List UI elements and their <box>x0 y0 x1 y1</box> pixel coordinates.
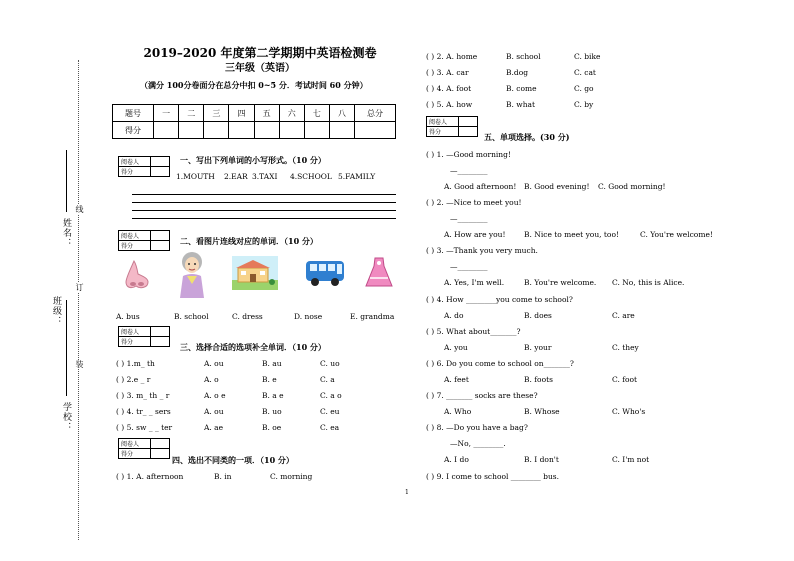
sec5-question: ( ) 4. How ________you come to school? <box>426 295 573 304</box>
grader-box: 阅卷人 得分 <box>118 156 170 177</box>
class-label: 班级： <box>51 296 61 326</box>
sec5-title: 五、单项选择。(30 分) <box>484 132 570 142</box>
sec5-question: ( ) 1. —Good morning! <box>426 150 511 159</box>
score-header-cell: 五 <box>254 105 279 122</box>
sec5-question: ( ) 7. _______ socks are these? <box>426 391 538 400</box>
exam-note: （满分 100分卷面分在总分中扣 0~5 分．考试时间 60 分钟） <box>140 80 368 90</box>
sec5-option: B. Whose <box>524 407 560 416</box>
sec3-option: A. ou <box>204 359 224 368</box>
name-blank <box>66 150 67 212</box>
sec3-title: 三、选择合适的选项补全单词．（10 分） <box>180 342 326 352</box>
sec4-question: ( ) 1. A. afternoon <box>116 472 184 481</box>
sec5-option: C. No, this is Alice. <box>612 278 685 287</box>
dress-picture <box>364 256 394 290</box>
sec5-question: ( ) 5. What about_______? <box>426 327 521 336</box>
sec4-question: ( ) 5. A. how <box>426 100 473 109</box>
score-header-cell: 八 <box>329 105 354 122</box>
sec1-word: 4.SCHOOL <box>290 172 332 181</box>
sec5-option: A. Yes, I'm well. <box>444 278 505 287</box>
seal-text-1: 线 <box>75 205 84 214</box>
sec5-option: B. your <box>524 343 552 352</box>
grader-box: 阅卷人 得分 <box>426 116 478 137</box>
sec3-option: B. uo <box>262 407 282 416</box>
sec4-question: ( ) 3. A. car <box>426 68 469 77</box>
sec5-option: C. foot <box>612 375 638 384</box>
sec5-option: B. Good evening! <box>524 182 590 191</box>
sec3-option: A. ae <box>204 423 224 432</box>
school-blank <box>66 300 67 396</box>
binding-line <box>78 60 79 540</box>
sec4-option: C. cat <box>574 68 596 77</box>
sec5-option: C. Good morning! <box>598 182 666 191</box>
sec4-option: B. in <box>214 472 232 481</box>
score-header-cell: 四 <box>229 105 254 122</box>
sec2-word: C. dress <box>232 312 263 321</box>
sec5-option: A. I do <box>444 455 469 464</box>
sec5-option: A. Who <box>444 407 472 416</box>
sec3-option: C. eu <box>320 407 340 416</box>
sec2-word: A. bus <box>116 312 140 321</box>
sec5-question: ( ) 3. —Thank you very much. <box>426 246 538 255</box>
name-label: 姓名： <box>61 218 71 248</box>
sec3-question: ( ) 2.e _ r <box>116 375 151 384</box>
score-header-cell: 六 <box>279 105 304 122</box>
exam-title: 2019–2020 年度第二学期期中英语检测卷 <box>143 46 377 60</box>
sec1-word: 1.MOUTH <box>176 172 215 181</box>
sec5-option: C. are <box>612 311 635 320</box>
sec5-option: A. Good afternoon! <box>444 182 517 191</box>
sec4-option: B. what <box>506 100 536 109</box>
answer-line <box>132 202 396 203</box>
answer-line <box>132 210 396 211</box>
sec5-option: A. you <box>444 343 468 352</box>
sec5-option: A. How are you! <box>444 230 506 239</box>
sec5-option: B. I don't <box>524 455 559 464</box>
sec4-option: B.dog <box>506 68 529 77</box>
grader-box: 阅卷人 得分 <box>118 230 170 251</box>
sec5-option: C. I'm not <box>612 455 650 464</box>
sec5-option: C. You're welcome! <box>640 230 713 239</box>
sec5-question: ( ) 2. —Nice to meet you! <box>426 198 522 207</box>
sec3-question: ( ) 3. m_ th _ r <box>116 391 170 400</box>
sec5-reply-blank: —No, ________. <box>450 439 506 448</box>
school-label: 学校： <box>61 402 71 432</box>
score-header-cell: 题号 <box>113 105 154 122</box>
page-number: 1 <box>405 489 409 496</box>
sec4-option: C. morning <box>270 472 313 481</box>
sec5-option: C. they <box>612 343 639 352</box>
sec4-option: B. come <box>506 84 537 93</box>
nose-picture <box>120 258 154 292</box>
sec2-word: E. grandma <box>350 312 395 321</box>
sec5-option: B. Nice to meet you, too! <box>524 230 619 239</box>
sec2-title: 二、看图片连线对应的单词．（10 分） <box>180 236 318 246</box>
sec5-option: B. foots <box>524 375 553 384</box>
sec3-option: C. ea <box>320 423 340 432</box>
grade-subtitle: 三年级（英语） <box>225 63 295 74</box>
sec5-option: A. feet <box>444 375 469 384</box>
score-header-cell: 二 <box>179 105 204 122</box>
sec1-word: 2.EAR <box>224 172 248 181</box>
seal-text-3: 装 <box>75 360 84 369</box>
sec5-question: ( ) 9. I come to school ________ bus. <box>426 472 560 481</box>
sec5-question: ( ) 6. Do you come to school on_______? <box>426 359 574 368</box>
sec1-word: 5.FAMILY <box>338 172 376 181</box>
score-row-label: 得分 <box>113 122 154 139</box>
sec1-title: 一、写出下列单词的小写形式。（10 分） <box>180 155 326 165</box>
sec4-option: C. go <box>574 84 594 93</box>
sec3-option: A. o <box>204 375 219 384</box>
sec1-word: 3.TAXI <box>252 172 278 181</box>
sec5-question: ( ) 8. —Do you have a bag? <box>426 423 528 432</box>
answer-line <box>132 194 396 195</box>
sec3-option: B. e <box>262 375 277 384</box>
sec3-option: A. ou <box>204 407 224 416</box>
sec2-word: B. school <box>174 312 209 321</box>
sec3-option: B. a e <box>262 391 284 400</box>
seal-text-2: 订 <box>75 283 84 292</box>
grandma-picture <box>174 250 210 298</box>
score-header-cell: 七 <box>304 105 329 122</box>
sec3-option: C. uo <box>320 359 340 368</box>
sec4-option: C. bike <box>574 52 601 61</box>
sec3-question: ( ) 4. tr_ _ sers <box>116 407 171 416</box>
sec3-option: C. a o <box>320 391 342 400</box>
sec4-question: ( ) 2. A. home <box>426 52 478 61</box>
grader-box: 阅卷人 得分 <box>118 326 170 347</box>
score-header-cell: 总分 <box>355 105 396 122</box>
school-picture <box>232 256 278 290</box>
sec3-option: B. oe <box>262 423 282 432</box>
score-table <box>112 104 396 139</box>
sec5-option: A. do <box>444 311 464 320</box>
sec4-option: C. by <box>574 100 594 109</box>
sec5-reply-blank: —________ <box>450 166 488 175</box>
sec5-reply-blank: —________ <box>450 262 488 271</box>
grader-box: 阅卷人 得分 <box>118 438 170 459</box>
score-header-cell: 一 <box>154 105 179 122</box>
sec5-option: B. You're welcome. <box>524 278 597 287</box>
sec3-option: A. o e <box>204 391 226 400</box>
score-header-cell: 三 <box>204 105 229 122</box>
sec4-title: 四、选出不同类的一项．（10 分） <box>172 455 294 465</box>
answer-line <box>132 218 396 219</box>
sec5-option: C. Who's <box>612 407 646 416</box>
bus-picture <box>304 258 348 288</box>
sec3-question: ( ) 5. sw _ _ ter <box>116 423 173 432</box>
sec4-option: B. school <box>506 52 541 61</box>
sec4-question: ( ) 4. A. foot <box>426 84 472 93</box>
sec3-question: ( ) 1.m_ th <box>116 359 155 368</box>
sec5-option: B. does <box>524 311 552 320</box>
sec2-word: D. nose <box>294 312 323 321</box>
sec3-option: B. au <box>262 359 282 368</box>
sec3-option: C. a <box>320 375 335 384</box>
sec5-reply-blank: —________ <box>450 214 488 223</box>
